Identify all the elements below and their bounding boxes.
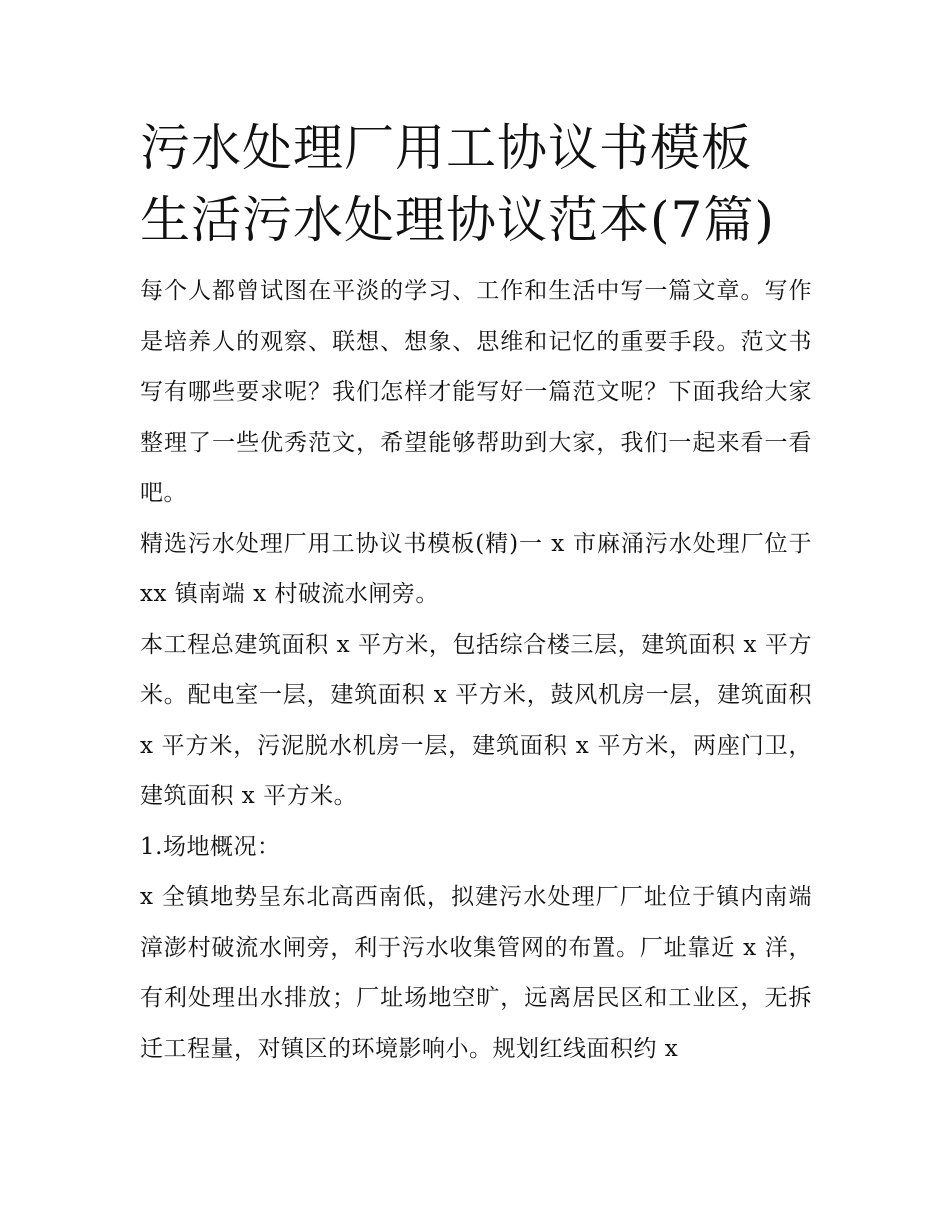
paragraph-intro: 每个人都曾试图在平淡的学习、工作和生活中写一篇文章。写作是培养人的观察、联想、想象、思维和记忆的重要手段。范文书写有哪些要求呢？我们怎样才能写好一篇范文呢？下面我给大家整理了一些优秀范文，希望能够帮助到大家，我们一起来看一看吧。 bbox=[140, 278, 812, 506]
section-heading-site: 1.场地概况： bbox=[140, 833, 281, 860]
paragraph-location: 精选污水处理厂用工协议书模板(精)一 x 市麻涌污水处理厂位于 xx 镇南端 x 村破流水闸旁。 bbox=[140, 530, 812, 607]
document-title: 污水处理厂用工协议书模板 生活污水处理协议范本(7篇) bbox=[140, 119, 775, 249]
paragraph-site-overview: x 全镇地势呈东北高西南低，拟建污水处理厂厂址位于镇内南端漳澎村破流水闸旁，利于污水收集管网的布置。厂址靠近 x 洋，有利处理出水排放；厂址场地空旷，远离居民区和工业区，无拆迁工程量，对镇区的环境影响小。规划红线面积约 x bbox=[140, 884, 812, 1062]
paragraph-area: 本工程总建筑面积 x 平方米，包括综合楼三层，建筑面积 x 平方米。配电室一层，建筑面积 x 平方米，鼓风机房一层，建筑面积 x 平方米，污泥脱水机房一层，建筑面积 x 平方米，两座门卫，建筑面积 x 平方米。 bbox=[140, 631, 812, 809]
document-page bbox=[140, 112, 812, 1074]
